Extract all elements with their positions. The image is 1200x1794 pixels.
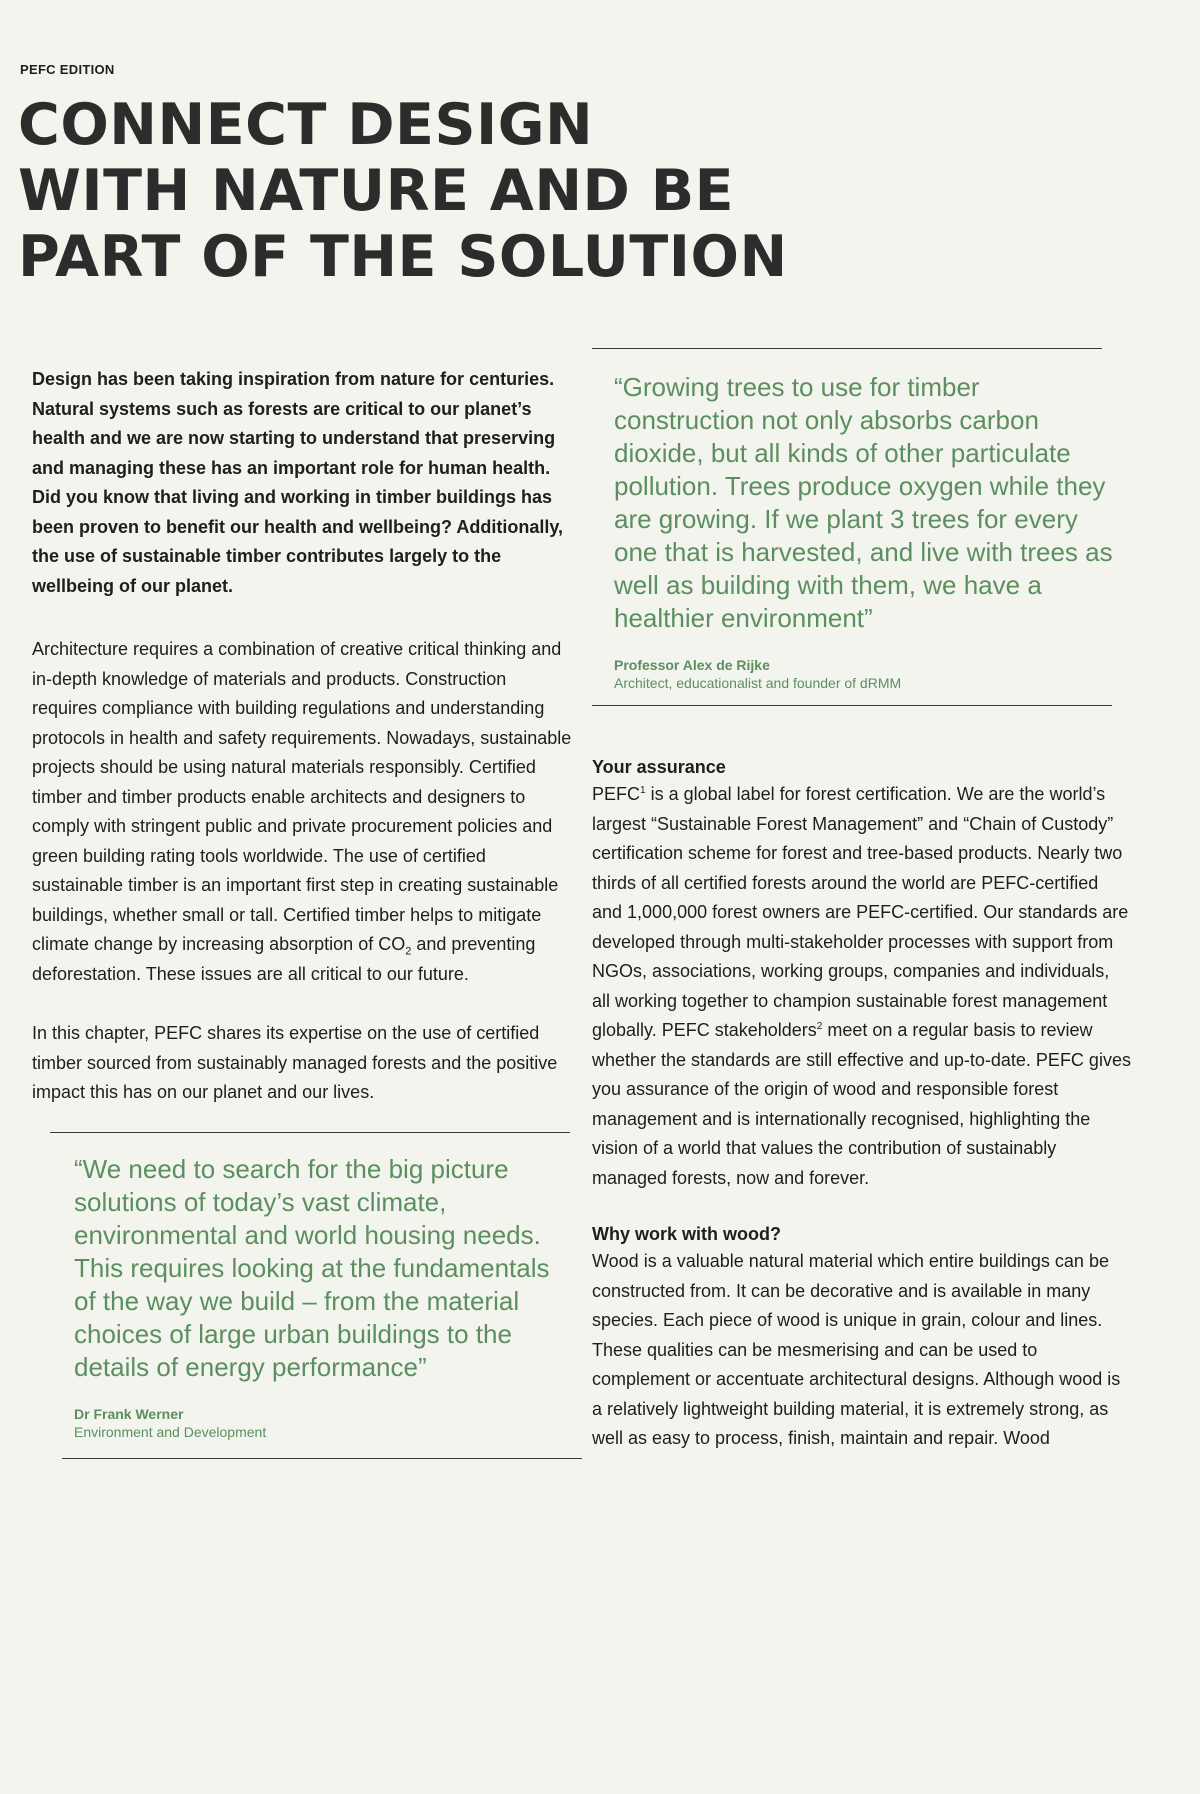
right-column (592, 348, 1132, 1454)
wood-text: Wood is a valuable natural material which entire buildings can be constructed from. It can be decorative and is available in many species. Each piece of wood is unique in grain, colour and lines. These qualities can be mesmerising and can be used to complement or accentuate architectural designs. Although wood is a relatively lightweight building material, it is extremely strong, as well as easy to process, finish, maintain and repair. Wood (592, 1251, 1121, 1448)
co2-subscript: 2 (405, 945, 412, 958)
intro-paragraph-1-before: Architecture requires a combination of creative critical thinking and in-depth knowledge of materials and products. Construction requires compliance with building regulations and understanding protocols in health and safety requirements. Nowadays, sustainable projects should be using natural materials responsibly. Certified timber and timber products enable architects and designers to comply with stringent public and private procurement policies and green building rating tools worldwide. The use of certified sustainable timber is an important first step in creating sustainable buildings, whether small or tall. Certified timber helps to mitigate climate change by increasing absorption of CO (32, 639, 572, 954)
intro-paragraph-1-after: and preventing deforestation. These issues are all critical to our future. (32, 934, 536, 984)
headline (18, 92, 918, 290)
assurance-heading: Your assurance (592, 757, 726, 777)
wood-section (592, 1221, 1132, 1454)
intro-lead: Design has been taking inspiration from nature for centuries. Natural systems such as forests are critical to our planet’s health and we are now starting to understand that preserving and managing these has an important role for human health. Did you know that living and working in timber buildings has been proven to benefit our health and wellbeing? Additionally, the use of sustainable timber contributes largely to the wellbeing of our planet. (32, 369, 564, 596)
quote-right (592, 349, 1114, 691)
quote-right-name: Professor Alex de Rijke (614, 657, 770, 673)
footnote-2: 2 (816, 1021, 823, 1032)
intro-paragraph-2: In this chapter, PEFC shares its expertise on the use of certified timber sourced from sustainably managed forests and the positive impact this has on our planet and our lives. (32, 1023, 558, 1102)
headline-line-1: CONNECT DESIGN (18, 92, 594, 158)
quote-left-role: Environment and Development (74, 1423, 267, 1440)
headline-line-2: WITH NATURE AND BE (18, 158, 735, 224)
quote-left-text: “We need to search for the big picture solutions of today’s vast climate, environmental and world housing needs. This requires looking at the fundamentals of the way we build – from the material choices of large urban buildings to the details of energy performance” (74, 1153, 550, 1382)
edition-label: PEFC EDITION (20, 62, 115, 77)
assurance-text-end: meet on a regular basis to review whether the standards are still effective and up-to-date. PEFC gives you assurance of the origin of wood and responsible forest management and is internationally recognised, highlighting the vision of a world that values the contribution of sustainably managed forests, now and forever. (592, 1020, 1131, 1188)
quote-right-role: Architect, educationalist and founder of dRMM (614, 675, 902, 691)
assurance-text-start: PEFC (592, 784, 641, 804)
footnote-1: 1 (640, 785, 646, 796)
assurance-text-mid: is a global label for forest certification. We are the world’s largest “Sustainable Forest Management” and “Chain of Custody” certification scheme for forest and tree-based products. Nearly two thirds of all certified forests around the world are PEFC-certified and 1,000,000 forest owners are PEFC-certified. Our standards are developed through multi-stakeholder processes with support from NGOs, associations, working groups, companies and individuals, all working together to champion sustainable forest management globally. PEFC stakeholders (592, 784, 1129, 1040)
left-column (32, 365, 572, 1459)
quote-right-text: “Growing trees to use for timber construction not only absorbs carbon dioxide, but all kinds of other particulate pollution. Trees produce oxygen while they are growing. If we plant 3 trees for every one that is harvested, and live with trees as well as building with them, we have a healthier environment” (614, 372, 1113, 633)
headline-line-3: PART OF THE SOLUTION (18, 224, 788, 290)
quote-right-bottom-rule (592, 705, 1112, 706)
wood-heading: Why work with wood? (592, 1224, 781, 1244)
assurance-text (592, 780, 1132, 1193)
quote-left (32, 1133, 574, 1440)
quote-left-bottom-rule (62, 1458, 582, 1459)
intro-paragraph-1 (32, 635, 572, 989)
quote-left-name: Dr Frank Werner (74, 1405, 184, 1422)
assurance-section (592, 754, 1132, 1193)
